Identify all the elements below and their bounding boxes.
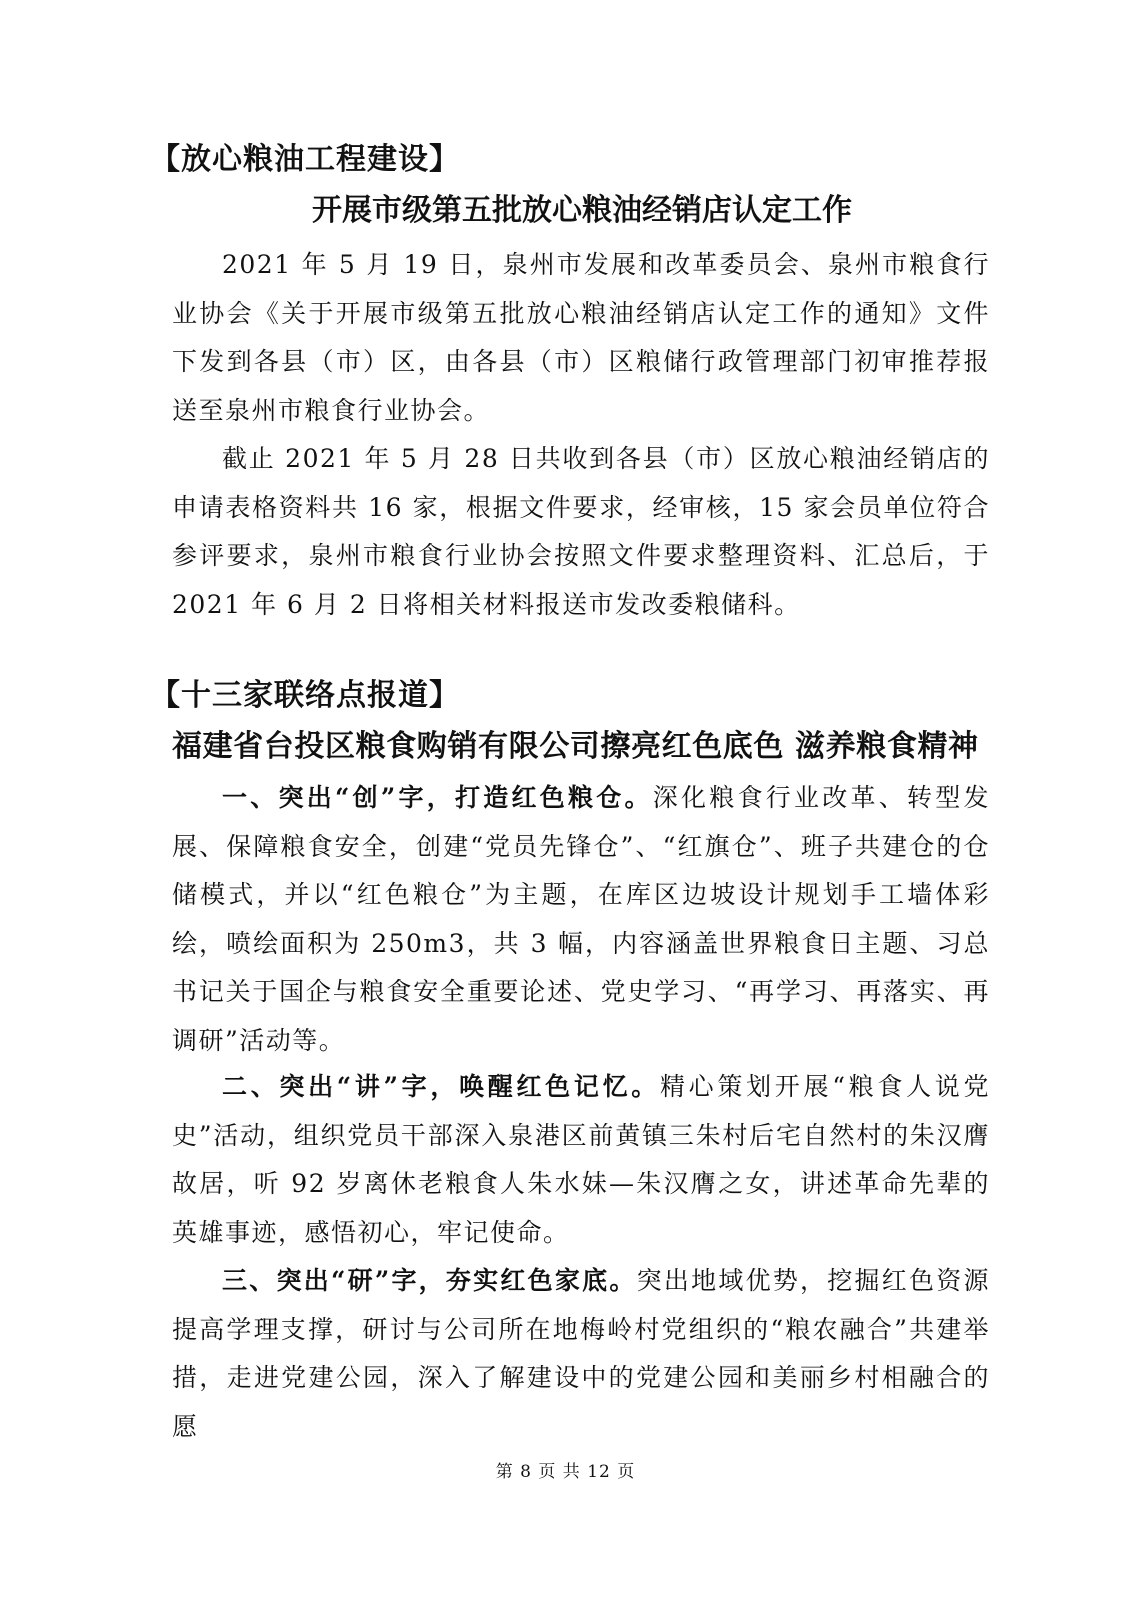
- paragraph-point-tell: [172, 1063, 990, 1257]
- article-title-red-heritage: 福建省台投区粮食购销有限公司擦亮红色底色 滋养粮食精神: [172, 729, 979, 764]
- paragraph-body: 深化粮食行业改革、转型发展、保障粮食安全，创建“党员先锋仓”、“红旗仓”、班子共建仓的仓储模式，并以“红色粮仓”为主题，在库区边坡设计规划手工墙体彩绘，喷绘面积为 250m3，共 3 幅，内容涵盖世界粮食日主题、习总书记关于国企与粮食安全重要论述、党史学习、“再学习、再落实、再调研”活动等。: [172, 783, 990, 1055]
- paragraph-body: 突出地域优势，挖掘红色资源提高学理支撑，研讨与公司所在地梅岭村党组织的“粮农融合”共建举措，走进党建公园，深入了解建设中的党建公园和美丽乡村相融合的愿: [172, 1266, 990, 1441]
- paragraph-point-research: [172, 1257, 990, 1451]
- paragraph-application-summary: 截止 2021 年 5 月 28 日共收到各县（市）区放心粮油经销店的申请表格资料共 16 家，根据文件要求，经审核，15 家会员单位符合参评要求，泉州市粮食行业协会按照文件要求整理资料、汇总后，于 2021 年 6 月 2 日将相关材料报送市发改委粮储科。: [172, 444, 990, 619]
- article-title-dealer-certification: 开展市级第五批放心粮油经销店认定工作: [312, 193, 852, 228]
- section-heading-liaison-reports: 【十三家联络点报道】: [150, 678, 460, 713]
- paragraph-lead: 一、突出“创”字，打造红色粮仓。: [222, 783, 653, 812]
- paragraph-lead: 二、突出“讲”字，唤醒红色记忆。: [222, 1072, 660, 1101]
- page-number-footer: 第 8 页 共 12 页: [495, 1462, 636, 1482]
- paragraph-notice: 2021 年 5 月 19 日，泉州市发展和改革委员会、泉州市粮食行业协会《关于开展市级第五批放心粮油经销店认定工作的通知》文件下发到各县（市）区，由各县（市）区粮储行政管理部门初审推荐报送至泉州市粮食行业协会。: [172, 250, 990, 425]
- section-heading-food-oil-project: 【放心粮油工程建设】: [150, 142, 460, 177]
- paragraph-point-create: [172, 774, 990, 1065]
- paragraph-body: 精心策划开展“粮食人说党史”活动，组织党员干部深入泉港区前黄镇三朱村后宅自然村的朱汉膺故居，听 92 岁离休老粮食人朱水妹—朱汉膺之女，讲述革命先辈的英雄事迹，感悟初心，牢记使命。: [172, 1072, 990, 1247]
- paragraph-lead: 三、突出“研”字，夯实红色家底。: [222, 1266, 637, 1295]
